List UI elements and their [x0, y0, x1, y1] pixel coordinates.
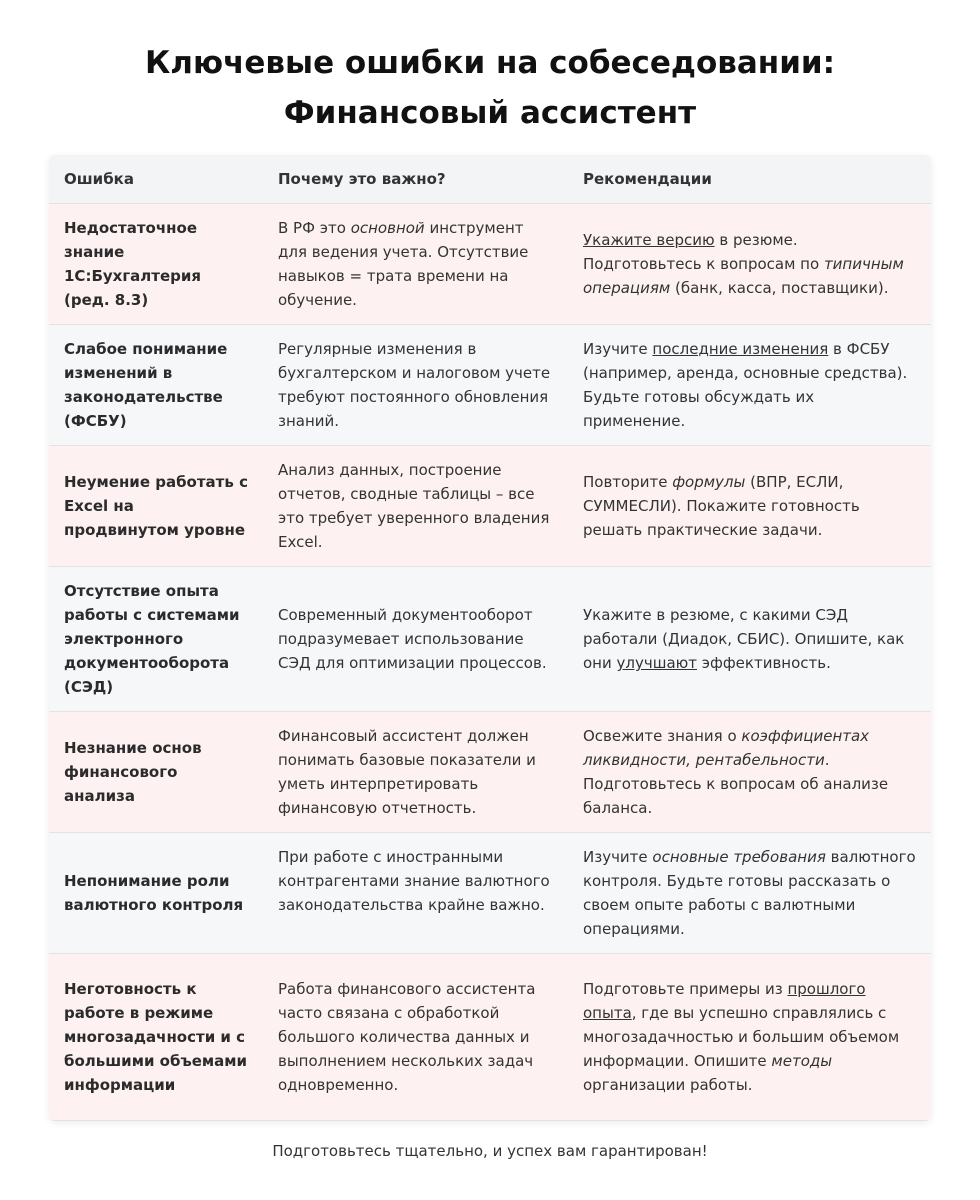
- error-cell: Слабое понимание изменений в законодательстве (ФСБУ): [49, 325, 263, 446]
- why-text: инструмент для ведения учета. Отсутствие навыков = трата времени на обучение.: [278, 219, 529, 309]
- error-cell: Незнание основ финансового анализа: [49, 712, 263, 833]
- footer-note: Подготовьтесь тщательно, и успех вам гарантирован!: [272, 1142, 708, 1160]
- recommendation-cell: [568, 567, 931, 712]
- recommendation-cell: [568, 204, 931, 325]
- why-emphasis: основной: [350, 219, 425, 237]
- why-cell: Работа финансового ассистента часто связана с обработкой большого количества данных и выполнением нескольких задач одновременно.: [263, 954, 568, 1121]
- table-row: [49, 712, 931, 833]
- recommendation-cell: [568, 446, 931, 567]
- page-title: [0, 38, 980, 138]
- rec-underlined: прошлого опыта: [583, 980, 866, 1022]
- error-cell: Неготовность к работе в режиме многозадачности и с большими объемами информации: [49, 954, 263, 1121]
- rec-text: в ФСБУ (например, аренда, основные средства). Будьте готовы обсуждать их применение.: [583, 340, 908, 430]
- rec-emphasis: типичным операциям: [583, 255, 904, 297]
- rec-text: , где вы успешно справлялись с многозадачностью и большим объемом информации. Опишите: [583, 1004, 900, 1070]
- header-error: Ошибка: [49, 155, 263, 204]
- page-title-line-1: Ключевые ошибки на собеседовании:: [144, 45, 836, 81]
- why-cell: Современный документооборот подразумевает использование СЭД для оптимизации процессов.: [263, 567, 568, 712]
- why-text: В РФ это: [278, 219, 351, 237]
- why-cell: Финансовый ассистент должен понимать базовые показатели и уметь интерпретировать финансовую отчетность.: [263, 712, 568, 833]
- table-row: [49, 325, 931, 446]
- rec-text: организации работы.: [583, 1076, 753, 1094]
- rec-underlined: Укажите версию: [583, 231, 715, 249]
- table-row: [49, 446, 931, 567]
- rec-text: Подготовьте примеры из: [583, 980, 788, 998]
- rec-text: (банк, касса, поставщики).: [670, 279, 889, 297]
- rec-text: Изучите: [583, 340, 653, 358]
- recommendation-cell: [568, 833, 931, 954]
- header-recommendations: Рекомендации: [568, 155, 931, 204]
- rec-underlined: улучшают: [616, 654, 698, 672]
- why-cell: Регулярные изменения в бухгалтерском и налоговом учете требуют постоянного обновления знаний.: [263, 325, 568, 446]
- table-row: [49, 833, 931, 954]
- table-row: [49, 954, 931, 1121]
- why-cell: При работе с иностранными контрагентами знание валютного законодательства крайне важно.: [263, 833, 568, 954]
- recommendation-cell: [568, 954, 931, 1121]
- rec-text: (ВПР, ЕСЛИ, СУММЕСЛИ). Покажите готовность решать практические задачи.: [583, 473, 860, 539]
- rec-text: . Подготовьтесь к вопросам об анализе баланса.: [583, 751, 889, 817]
- rec-emphasis: методы: [771, 1052, 833, 1070]
- mistakes-table: [49, 155, 931, 1121]
- rec-text: Укажите в резюме, с какими СЭД работали (Диадок, СБИС). Опишите, как они: [583, 606, 905, 672]
- recommendation-cell: [568, 325, 931, 446]
- rec-emphasis: формулы: [672, 473, 746, 491]
- error-cell: Непонимание роли валютного контроля: [49, 833, 263, 954]
- rec-text: Освежите знания о: [583, 727, 742, 745]
- rec-underlined: последние изменения: [652, 340, 829, 358]
- recommendation-cell: [568, 712, 931, 833]
- error-cell: Отсутствие опыта работы с системами электронного документооборота (СЭД): [49, 567, 263, 712]
- why-cell: [263, 204, 568, 325]
- table-row: [49, 567, 931, 712]
- rec-text: в резюме. Подготовьтесь к вопросам по: [583, 231, 824, 273]
- rec-emphasis: коэффициентах ликвидности, рентабельности: [583, 727, 870, 769]
- header-why: Почему это важно?: [263, 155, 568, 204]
- table-row: [49, 204, 931, 325]
- why-cell: Анализ данных, построение отчетов, сводные таблицы – все это требует уверенного владения Excel.: [263, 446, 568, 567]
- page-title-line-2: Финансовый ассистент: [283, 95, 697, 131]
- rec-emphasis: основные требования: [652, 848, 826, 866]
- rec-text: валютного контроля. Будьте готовы рассказать о своем опыте работы с валютными операциями.: [583, 848, 916, 938]
- error-cell: Недостаточное знание 1С:Бухгалтерия (ред. 8.3): [49, 204, 263, 325]
- error-cell: Неумение работать с Excel на продвинутом уровне: [49, 446, 263, 567]
- rec-text: Повторите: [583, 473, 673, 491]
- table-header-row: [49, 155, 931, 204]
- rec-text: Изучите: [583, 848, 653, 866]
- rec-text: эффективность.: [697, 654, 831, 672]
